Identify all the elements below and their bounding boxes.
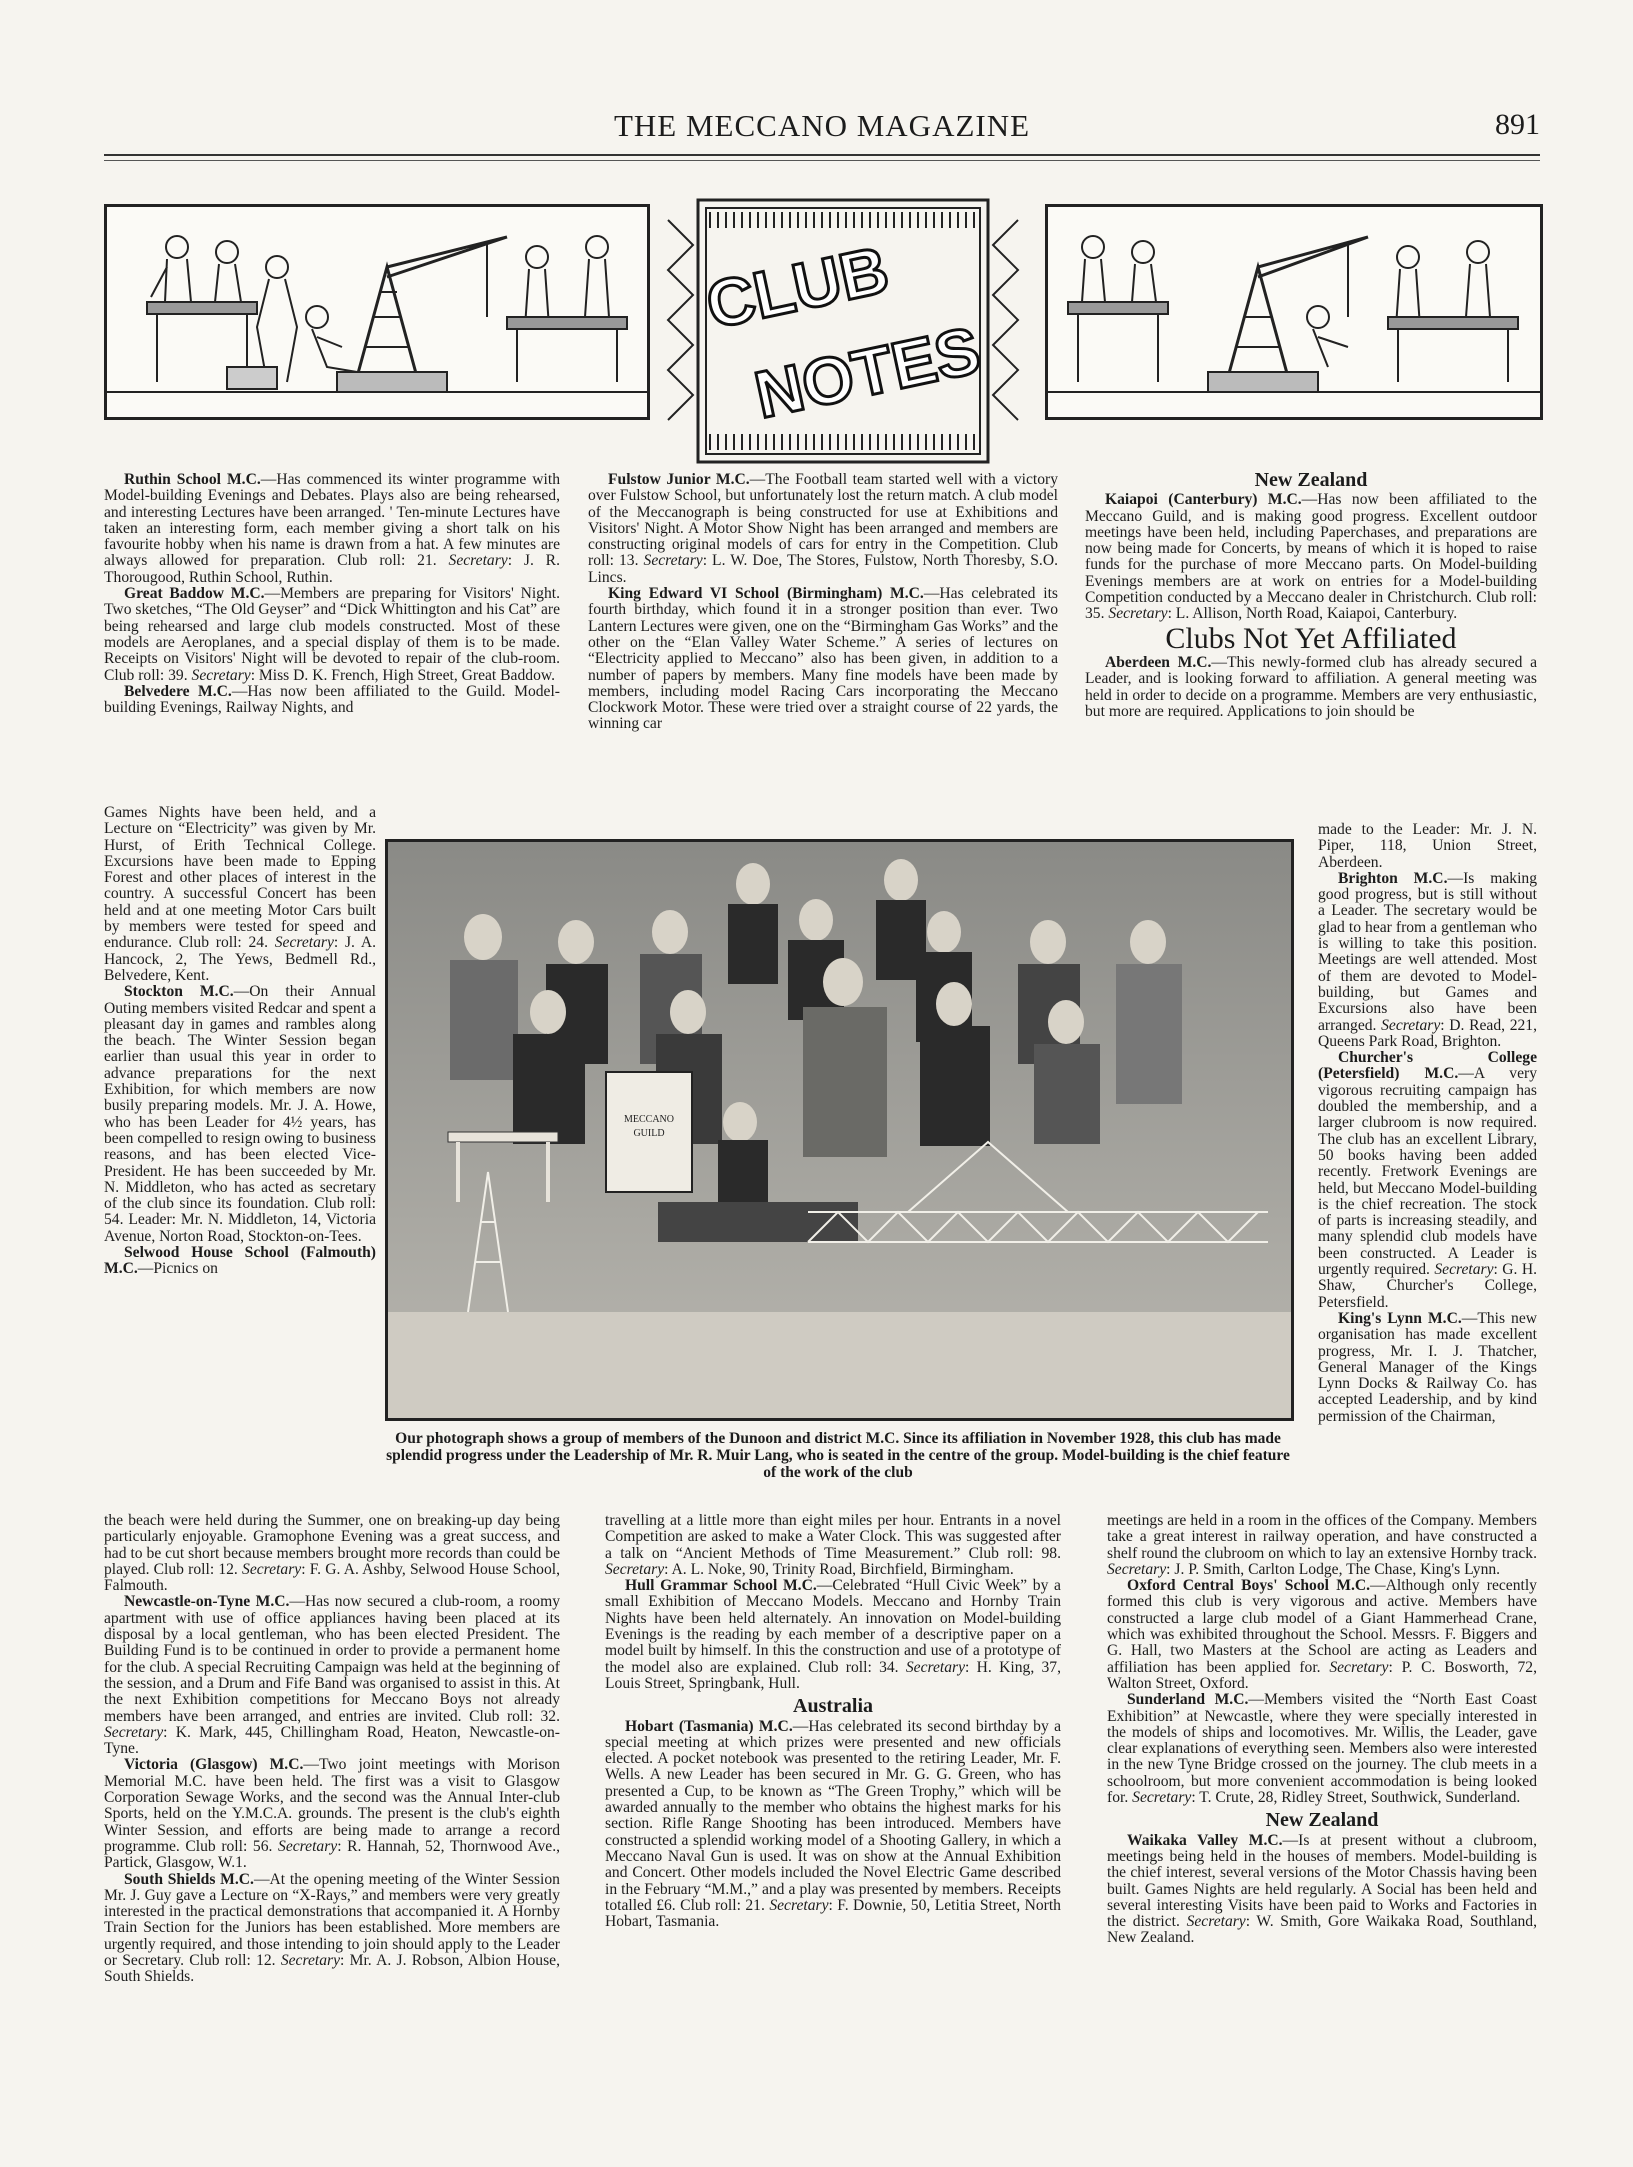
report-text: —Has now secured a club-room, a roomy apartment with use of office appliances having been placed at its disposal by a local gentleman, who has been elected President. The Building Fund is to be continued in order to provide a permanent home for the club. A special Recruiting Campaign was held at the beginning of the session, and a Drum and Fife Band was organised to assist in this. At the next Exhibition competitions for Meccano Boys not already members have been arranged, and entries are invited. Club roll: 32.	[104, 1593, 560, 1725]
report-text: travelling at a little more than eight miles per hour. Entrants in a novel Competition are asked to make a Water Clock. This was suggested after a talk on “Ancient Methods of Time Measurement.” Club roll: 98.	[605, 1512, 1061, 1562]
column-3-bottom-articles	[1107, 1513, 1537, 1806]
report-text: —Has commenced its winter programme with Model-building Evenings and Debates. Plays also are being rehearsed, and interesting Lectures have been arranged. ' Ten-minute Lectures have taken an interesting form, each member giving a short talk on his favourite hobby when his name is drawn from a hat. A few minutes are always allowed for preparation. Club roll: 21.	[104, 471, 561, 570]
secretary-address: : Mr. A. J. Robson, Albion House, South Shields.	[104, 1952, 560, 1986]
header-rule-thin	[104, 160, 1540, 161]
secretary-address: : D. Read, 221, Queens Park Road, Brighton.	[1318, 1016, 1537, 1050]
report-text: —Is making good progress, but is still without a Leader. The secretary would be glad to hear from a gentleman who is willing to take this position. Meetings are well attended. Most of them are devoted to Model-building, but Games and Excursions also have been arranged.	[1318, 869, 1537, 1034]
club-report	[104, 586, 560, 684]
club-report	[104, 472, 560, 586]
secretary-label: Secretary	[1186, 1913, 1246, 1931]
new-zealand-heading-2: New Zealand	[1265, 1809, 1379, 1832]
secretary-label: Secretary	[448, 552, 508, 570]
secretary-label: Secretary	[242, 1560, 302, 1578]
secretary-label: Secretary	[278, 1837, 338, 1855]
secretary-label: Secretary	[191, 666, 251, 684]
club-report	[104, 984, 376, 1245]
column-1-top	[104, 472, 560, 716]
report-text: made to the Leader: Mr. J. N. Piper, 118, Union Street, Aberdeen.	[1318, 821, 1537, 871]
club-report	[1085, 655, 1537, 720]
column-3-aberdeen	[1085, 655, 1537, 720]
club-name: Great Baddow M.C.	[124, 585, 265, 603]
club-report	[1107, 1513, 1537, 1578]
header-rule	[104, 154, 1540, 156]
secretary-address: : T. Crute, 28, Ridley Street, Southwick, Sunderland.	[1191, 1789, 1521, 1807]
club-notes-logo	[648, 190, 1038, 470]
report-text: —At the opening meeting of the Winter Session Mr. J. Guy gave a Lecture on “X-Rays,” and members were very greatly interested in the practical demonstrations that accompanied it. A Hornby Train Section for the Juniors has been established. More members are urgently required, and those intending to join should apply to the Leader or Secretary. Club roll: 12.	[104, 1870, 560, 1970]
club-name: Oxford Central Boys' School M.C.	[1127, 1577, 1371, 1595]
secretary-label: Secretary	[280, 1952, 341, 1970]
club-report	[588, 472, 1058, 586]
club-name: Sunderland M.C.	[1127, 1691, 1249, 1709]
report-text: —Although only recently formed this club is very vigorous and active. Members have constructed a large club model of a Giant Hammerhead Crane, which was exhibited throughout the School. Messrs. F. Biggers and G. Hall, two Masters at the School are acting as Leaders and affiliation has been applied for.	[1107, 1577, 1537, 1676]
club-report	[605, 1513, 1061, 1578]
column-1-bottom	[104, 1513, 560, 1986]
club-name: Stockton M.C.	[124, 983, 234, 1001]
page-number: 891	[1495, 108, 1540, 141]
secretary-label: Secretary	[905, 1658, 966, 1676]
club-report	[104, 1872, 560, 1986]
report-text: —Has now been affiliated to the Meccano Guild, and is making good progress. Excellent outdoor meetings have been held, including Paperchases, and preparations are now being made for Concerts, by means of which it is hoped to raise funds for the purchase of more Meccano parts. On Model-building Evenings members are at work on entries for a Model-building Competition conducted by a Meccano dealer in Christchurch. Club roll: 35.	[1085, 491, 1537, 623]
club-report	[104, 1757, 560, 1871]
secretary-label: Secretary	[1381, 1016, 1441, 1034]
report-text: —Has now been affiliated to the Guild. Model-building Evenings, Railway Nights, and	[104, 682, 560, 717]
club-report	[1107, 1692, 1537, 1806]
secretary-address: : Miss D. K. French, High Street, Great Baddow.	[250, 666, 556, 684]
club-notes-emblem	[648, 190, 1038, 470]
club-name: Waikaka Valley M.C.	[1127, 1831, 1283, 1849]
report-text: —Members are preparing for Visitors' Night. Two sketches, “The Old Geyser” and “Dick Whittington and his Cat” are being rehearsed and large club models constructed. Most of these models are Aeroplanes, and a special display of them is to be made. Receipts on Visitors' Night will be devoted to repair of the club-room. Club roll: 39.	[104, 585, 560, 684]
club-report	[104, 684, 560, 717]
column-1-narrow	[104, 805, 376, 1278]
page-header	[104, 108, 1540, 148]
report-text: —Has celebrated its second birthday by a special meeting at which prizes were presented and new officials elected. A pocket notebook was presented to the retiring Leader, Mr. F. Wells. A new Leader has been secured in Mr. G. G. Green, who has presented a Cup, to be known as “The Green Trophy,” which will be awarded annually to the member who obtains the highest marks for his section. Rifle Range Shooting has been introduced. Members have constructed a splendid working model of a Shooting Gallery, in which a Meccano Naval Gun is used. It was on show at the Annual Exhibition and Concert. Other models included the Novel Electric Game described in the February “M.M.,” and a play was presented by members. Receipts totalled £6. Club roll: 21.	[605, 1717, 1061, 1914]
boys-with-crane-illustration	[1048, 207, 1540, 417]
report-text: —A very vigorous recruiting campaign has doubled the membership, and a larger clubroom is now required. The club has an excellent Library, 50 books having been added recently. Fretwork Evenings are held, but Meccano Model-building is the chief recreation. The stock of parts is increasing steadily, and many splendid club models have been constructed. A Leader is urgently required.	[1318, 1065, 1537, 1279]
secretary-label: Secretary	[274, 934, 334, 952]
certificate-line2: GUILD	[633, 1128, 665, 1139]
report-text: —This newly-formed club has already secured a Leader, and is looking forward to affiliation. A general meeting was held in order to decide on a programme. Members are very enthusiastic, but more are required. Applications to join should be	[1085, 653, 1537, 720]
secretary-label: Secretary	[1434, 1261, 1494, 1279]
club-name: Selwood House School (Falmouth) M.C.	[104, 1244, 376, 1278]
club-report	[1107, 1833, 1537, 1947]
club-name: Brighton M.C.	[1338, 869, 1448, 887]
club-report	[1318, 822, 1537, 871]
secretary-address: : R. Hannah, 52, Thornwood Ave., Partick, Glasgow, W.1.	[104, 1837, 560, 1872]
club-report	[605, 1719, 1061, 1931]
report-text: —This new organisation has made excellent progress, Mr. I. J. Thatcher, General Manager of the Kings Lynn Docks & Railway Co. has accepted Leadership, and by kind permission of the Chairman,	[1318, 1309, 1537, 1425]
secretary-address: : P. C. Bosworth, 72, Walton Street, Oxford.	[1107, 1658, 1537, 1692]
secretary-address: : A. L. Noke, 90, Trinity Road, Birchfield, Birmingham.	[664, 1560, 1014, 1578]
magazine-title: THE MECCANO MAGAZINE	[613, 108, 1031, 143]
club-report	[1318, 1050, 1537, 1311]
column-2-bottom-articles	[605, 1513, 1061, 1692]
club-group-photograph	[385, 839, 1294, 1421]
secretary-address: : L. Allison, North Road, Kaiapoi, Canterbury.	[1167, 605, 1458, 623]
report-text: the beach were held during the Summer, one on breaking-up day being particularly enjoyable. Gramophone Evening was a great success, and had to be cut short because members brought more records than could be played. Club roll: 12.	[104, 1512, 560, 1578]
report-text: —Celebrated “Hull Civic Week” by a small Exhibition of Meccano Models. Meccano and Hornby Train Nights have been held alternately. An innovation on Model-building Evenings is the reading by each member of a descriptive paper on a model built by himself. In this the construction and use of a prototype of the model also are explained. Club roll: 34.	[605, 1577, 1061, 1676]
secretary-label: Secretary	[1107, 1560, 1167, 1578]
secretary-address: : W. Smith, Gore Waikaka Road, Southland, New Zealand.	[1107, 1913, 1537, 1947]
banner-illustration-left	[104, 204, 650, 420]
new-zealand-heading: New Zealand	[1254, 469, 1368, 491]
club-report	[1085, 492, 1537, 622]
column-2-top	[588, 472, 1058, 733]
club-name: King's Lynn M.C.	[1338, 1309, 1462, 1327]
report-text: —Has celebrated its fourth birthday, which found it in a stronger position than ever. Two Lantern Lectures were given, one on the “Birmingham Gas Works” and the other on the “Elan Valley Water Scheme.” A series of lectures on “Electricity applied to Meccano” also has been given, in addition to a number of papers by members. Many fine models have been made by members, including model Racing Cars incorporating the Meccano Clockwork Motor. These were tried over a straight course of 22 yards, the winning car	[588, 585, 1058, 733]
report-text: —On their Annual Outing members visited Redcar and spent a pleasant day in games and rambles along the beach. The Winter Session began earlier than usual this year in order to advance preparations for the next Exhibition, for which members are now busily preparing models. Mr. J. A. Howe, who has been Leader for 4½ years, has been compelled to resign owing to business reasons, and has been elected Vice-President. He has been succeeded by Mr. N. Middleton, who has acted as secretary of the club since its foundation. Club roll: 54. Leader: Mr. N. Middleton, 14, Victoria Avenue, Norton Road, Stockton-on-Tees.	[104, 983, 376, 1245]
column-3-waikaka-article	[1107, 1833, 1537, 1947]
club-report	[605, 1578, 1061, 1692]
logo-word-club: CLUB	[700, 231, 895, 343]
column-3-nz-articles	[1085, 492, 1537, 622]
secretary-label: Secretary	[643, 552, 703, 570]
club-name: King Edward VI School (Birmingham) M.C.	[608, 585, 924, 603]
secretary-label: Secretary	[1108, 605, 1168, 623]
secretary-address: : F. G. A. Ashby, Selwood House School, Falmouth.	[104, 1560, 560, 1595]
secretary-label: Secretary	[605, 1560, 665, 1578]
club-report	[104, 805, 376, 984]
secretary-address: : K. Mark, 445, Chillingham Road, Heaton, Newcastle-on-Tyne.	[104, 1723, 560, 1758]
club-name: Aberdeen M.C.	[1105, 653, 1212, 671]
secretary-address: : J. A. Hancock, 2, The Yews, Bedmell Rd., Belvedere, Kent.	[104, 934, 376, 984]
secretary-address: : J. R. Thorougood, Ruthin School, Ruthin.	[104, 552, 560, 586]
banner-illustration-right	[1045, 204, 1543, 420]
club-name: Ruthin School M.C.	[124, 471, 261, 488]
logo-word-notes: NOTES	[748, 312, 987, 432]
club-report	[104, 1513, 560, 1594]
club-report	[1318, 871, 1537, 1050]
certificate-line1: MECCANO	[623, 1114, 675, 1125]
club-name: Hobart (Tasmania) M.C.	[625, 1717, 793, 1735]
report-text: —Members visited the “North East Coast Exhibition” at Newcastle, where they were specially interested in the models of ships and locomotives. Mr. Willis, the Leader, gave clear explanations of everything seen. Members also were interested in the new Tyne Bridge crossed on the journey. The club meets in a schoolroom, but more convenient accommodation is being looked for.	[1107, 1691, 1537, 1807]
club-name: Hull Grammar School M.C.	[625, 1577, 817, 1595]
australia-heading: Australia	[793, 1695, 873, 1718]
secretary-label: Secretary	[104, 1723, 164, 1741]
club-name: Belvedere M.C.	[124, 682, 232, 700]
club-name: Newcastle-on-Tyne M.C.	[124, 1593, 290, 1611]
secretary-address: : H. King, 37, Louis Street, Springbank, Hull.	[605, 1658, 1062, 1692]
club-name: Churcher's College (Petersfield) M.C.	[1318, 1049, 1537, 1083]
report-text: —Picnics on	[137, 1260, 218, 1278]
column-2-bottom	[605, 1513, 1061, 1930]
club-report	[104, 1594, 560, 1757]
secretary-address: : J. P. Smith, Carlton Lodge, The Chase, King's Lynn.	[1166, 1560, 1501, 1578]
club-name: Kaiapoi (Canterbury) M.C.	[1105, 491, 1302, 509]
club-report	[588, 586, 1058, 733]
column-2-australia-articles	[605, 1719, 1061, 1931]
column-3-top	[1085, 469, 1537, 720]
secretary-label: Secretary	[1132, 1789, 1192, 1807]
report-text: —Is at present without a clubroom, meetings being held in the houses of members. Model-building is the chief interest, several versions of the Motor Chassis having been built. Games Nights are held regularly. A Social has been held and several interesting Visits have been paid to Works and Factories in the district.	[1107, 1831, 1537, 1931]
club-name: Victoria (Glasgow) M.C.	[124, 1756, 304, 1774]
report-text: —The Football team started well with a victory over Fulstow School, but unfortunately lost the return match. A club model of the Meccanograph is being constructed for use at Exhibitions and Visitors' Night. A Motor Show Night has been arranged and members are constructing original models of cars for entry in the Competition. Club roll: 13.	[588, 471, 1058, 570]
clubs-not-affiliated-heading: Clubs Not Yet Affiliated	[1165, 621, 1457, 655]
secretary-address: : G. H. Shaw, Churcher's College, Petersfield.	[1318, 1261, 1537, 1311]
club-report	[1318, 1311, 1537, 1425]
report-text: —Two joint meetings with Morison Memorial M.C. have been held. The first was a visit to Glasgow Corporation Sewage Works, and the second was the Annual Inter-club Sports, held on the Y.M.C.A. grounds. The present is the club's eighth Winter Session, and efforts are being made to arrange a record programme. Club roll: 56.	[104, 1756, 560, 1855]
club-name: South Shields M.C.	[124, 1870, 254, 1888]
secretary-label: Secretary	[1329, 1658, 1389, 1676]
report-text: Games Nights have been held, and a Lecture on “Electricity” was given by Mr. Hurst, of Erith Technical College. Excursions have been made to Epping Forest and other places of interest in the country. A successful Concert has been held and at one meeting Motor Cars built by members were tested for speed and endurance. Club roll: 24.	[104, 804, 376, 952]
club-name: Fulstow Junior M.C.	[608, 471, 750, 488]
secretary-address: : F. Downie, 50, Letitia Street, North Hobart, Tasmania.	[605, 1896, 1061, 1931]
club-report	[1107, 1578, 1537, 1692]
secretary-address: : L. W. Doe, The Stores, Fulstow, North Thoresby, S.O. Lincs.	[588, 552, 1058, 586]
report-text: meetings are held in a room in the offices of the Company. Members take a great interest in railway operation, and have constructed a shelf round the clubroom on which to lay an extensive Hornby track.	[1107, 1512, 1537, 1562]
boys-with-crane-illustration	[107, 207, 647, 417]
column-3-bottom	[1107, 1513, 1537, 1947]
photo-caption: Our photograph shows a group of members of the Dunoon and district M.C. Since its affiliation in November 1928, this club has made splendid progress under the Leadership of Mr. R. Muir Lang, who is seated in the centre of the group. Model-building is the chief feature of the work of the club	[386, 1430, 1290, 1481]
club-report	[104, 1245, 376, 1278]
secretary-label: Secretary	[769, 1896, 829, 1914]
group-photo-image	[388, 842, 1291, 1418]
column-3-narrow	[1318, 822, 1537, 1425]
